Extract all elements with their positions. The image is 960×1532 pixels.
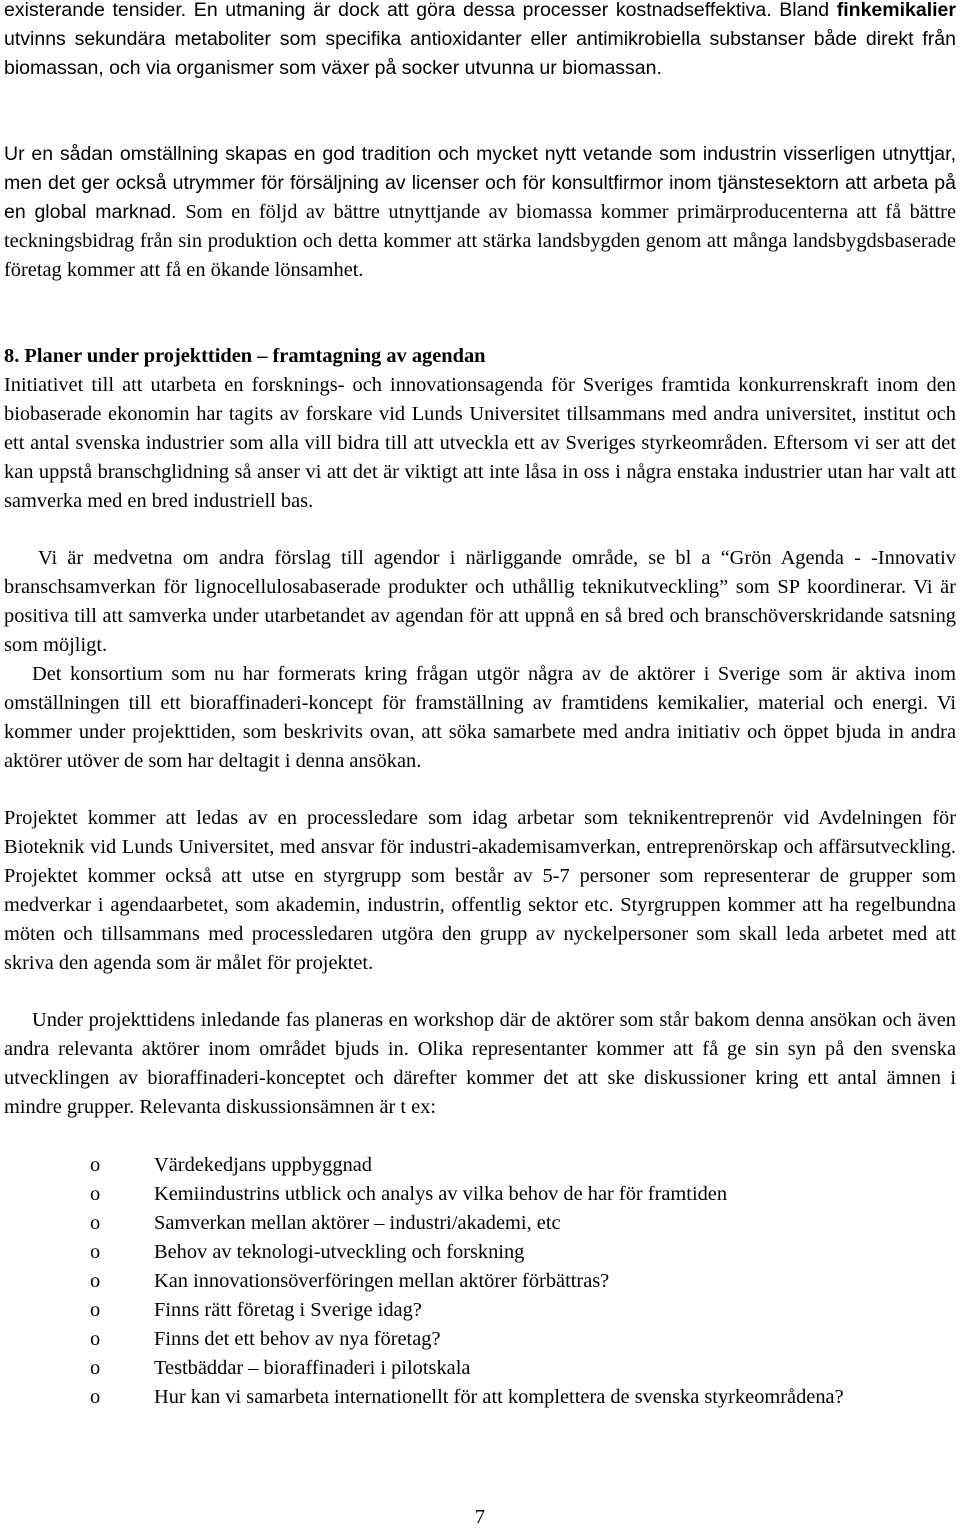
list-item — [4, 1296, 956, 1325]
paragraph-consortium: Det konsortium som nu har formerats kring frågan utgör några av de aktörer i Sverige som är aktiva inom omställningen till ett bioraffinaderi-koncept för framställning av framtidens kemikalier, material och energi. Vi kommer under projekttiden, som beskrivits ovan, att söka samarbete med andra initiativ och öppet bjuda in andra aktörer utöver de som har deltagit i denna ansökan. — [4, 663, 956, 772]
paragraph-finechemicals-rest: utvinns sekundära metaboliter som specifika antioxidanter eller antimikrobiella substanser både direkt från biomassan, och via organismer som växer på socker utvunna ur biomassan. — [4, 28, 956, 79]
paragraph-initiative: Initiativet till att utarbeta en forsknings- och innovationsagenda för Sveriges framtida konkurrenskraft inom den biobaserade ekonomin har tagits av forskare vid Lunds Universitet tillsammans med andra universitet, institut och ett antal svenska industrier som alla vill bidra till att utveckla ett av Sveriges styrkeområden. Eftersom vi ser att det kan uppstå branschglidning så anser vi att det är viktigt att inte låsa in oss i några enstaka industrier utan har valt att samverka med en bred industriell bas. — [4, 374, 956, 512]
paragraph-workshop: Under projekttidens inledande fas planeras en workshop där de aktörer som står bakom denna ansökan och även andra relevanta aktörer inom området bjuds in. Olika representanter kommer att få ge sin syn på den svenska utvecklingen av bioraffinaderi-konceptet och därefter kommer det att ske diskussioner kring ett antal ämnen i mindre grupper. Relevanta diskussionsämnen är t ex: — [4, 1009, 956, 1118]
bullet-marker: o — [90, 1183, 101, 1205]
paragraph-finechemicals-start: existerande tensider. En utmaning är dock att göra dessa processer kostnadseffektiva. Bland — [4, 0, 837, 21]
list-item — [4, 1151, 956, 1180]
section-number: 8. — [4, 345, 25, 367]
list-item-text: Behov av teknologi-utveckling och forskning — [154, 1241, 525, 1263]
bullet-marker: o — [90, 1357, 101, 1379]
list-item-text: Testbäddar – bioraffinaderi i pilotskala — [154, 1357, 471, 1379]
bullet-marker: o — [90, 1241, 101, 1263]
paragraph-other-proposals: Vi är medvetna om andra förslag till agendor i närliggande område, se bl a “Grön Agenda - -Innovativ branschsamverkan för lignocellulosabaserade produkter och uthållig teknikutveckling” som SP koordinerar. Vi är positiva till att samverka under utarbetandet av agendan för att uppnå en så bred och branschöverskridande satsning som möjligt. — [4, 547, 956, 656]
bullet-marker: o — [90, 1386, 101, 1408]
list-item — [4, 1354, 956, 1383]
list-item-text: Finns rätt företag i Sverige idag? — [154, 1299, 422, 1321]
list-item-text: Värdekedjans uppbyggnad — [154, 1154, 373, 1176]
paragraph-transition-part1: Ur en sådan omställning skapas en god tradition och mycket nytt vetande som industrin visserligen utnyttjar, men det ger också utrymmer för försäljning av licenser och för konsultfirmor inom tjänstesektorn att arbeta på en global marknad. — [4, 143, 956, 223]
bullet-marker: o — [90, 1328, 101, 1350]
term-finkemikalier: finkemikalier — [836, 0, 956, 21]
list-item — [4, 1180, 956, 1209]
discussion-topics-list — [4, 1151, 956, 1412]
bullet-marker: o — [90, 1299, 101, 1321]
list-item-text: Kan innovationsöverföringen mellan aktörer förbättras? — [154, 1270, 610, 1292]
paragraph-finechemicals — [4, 0, 956, 83]
list-item — [4, 1209, 956, 1238]
list-item-text: Hur kan vi samarbeta internationellt för att komplettera de svenska styrkeområdena? — [154, 1386, 844, 1408]
page-number: 7 — [474, 1506, 486, 1528]
bullet-marker: o — [90, 1154, 101, 1176]
paragraph-project-lead: Projektet kommer att ledas av en processledare som idag arbetar som teknikentreprenör vid Avdelningen för Bioteknik vid Lunds Universitet, med ansvar för industri-akademisamverkan, entreprenörskap och affärsutveckling. Projektet kommer också att utse en styrgrupp som består av 5-7 personer som representerar de grupper som medverkar i agendaarbetet, som akademin, industrin, offentlig sektor etc. Styrgruppen kommer att ha regelbundna möten och tillsammans med processledaren utgöra den grupp av nyckelpersoner som skall leda arbetet med att skriva den agenda som är målet för projektet. — [4, 807, 956, 974]
section-heading — [4, 342, 956, 371]
bullet-marker: o — [90, 1212, 101, 1234]
paragraph-transition — [4, 140, 956, 285]
list-item — [4, 1238, 956, 1267]
section-title: Planer under projekttiden – framtagning av agendan — [24, 345, 486, 367]
paragraph-transition-part2: Som en följd av bättre utnyttjande av biomassa kommer primärproducenterna att få bättre teckningsbidrag från sin produktion och detta kommer att stärka landsbygden genom att många landsbygdsbaserade företag kommer att få en ökande lönsamhet. — [4, 201, 957, 281]
list-item — [4, 1325, 956, 1354]
list-item-text: Finns det ett behov av nya företag? — [154, 1328, 441, 1350]
list-item — [4, 1383, 956, 1412]
list-item-text: Kemiindustrins utblick och analys av vilka behov de har för framtiden — [154, 1183, 728, 1205]
list-item — [4, 1267, 956, 1296]
bullet-marker: o — [90, 1270, 101, 1292]
list-item-text: Samverkan mellan aktörer – industri/akademi, etc — [154, 1212, 561, 1234]
